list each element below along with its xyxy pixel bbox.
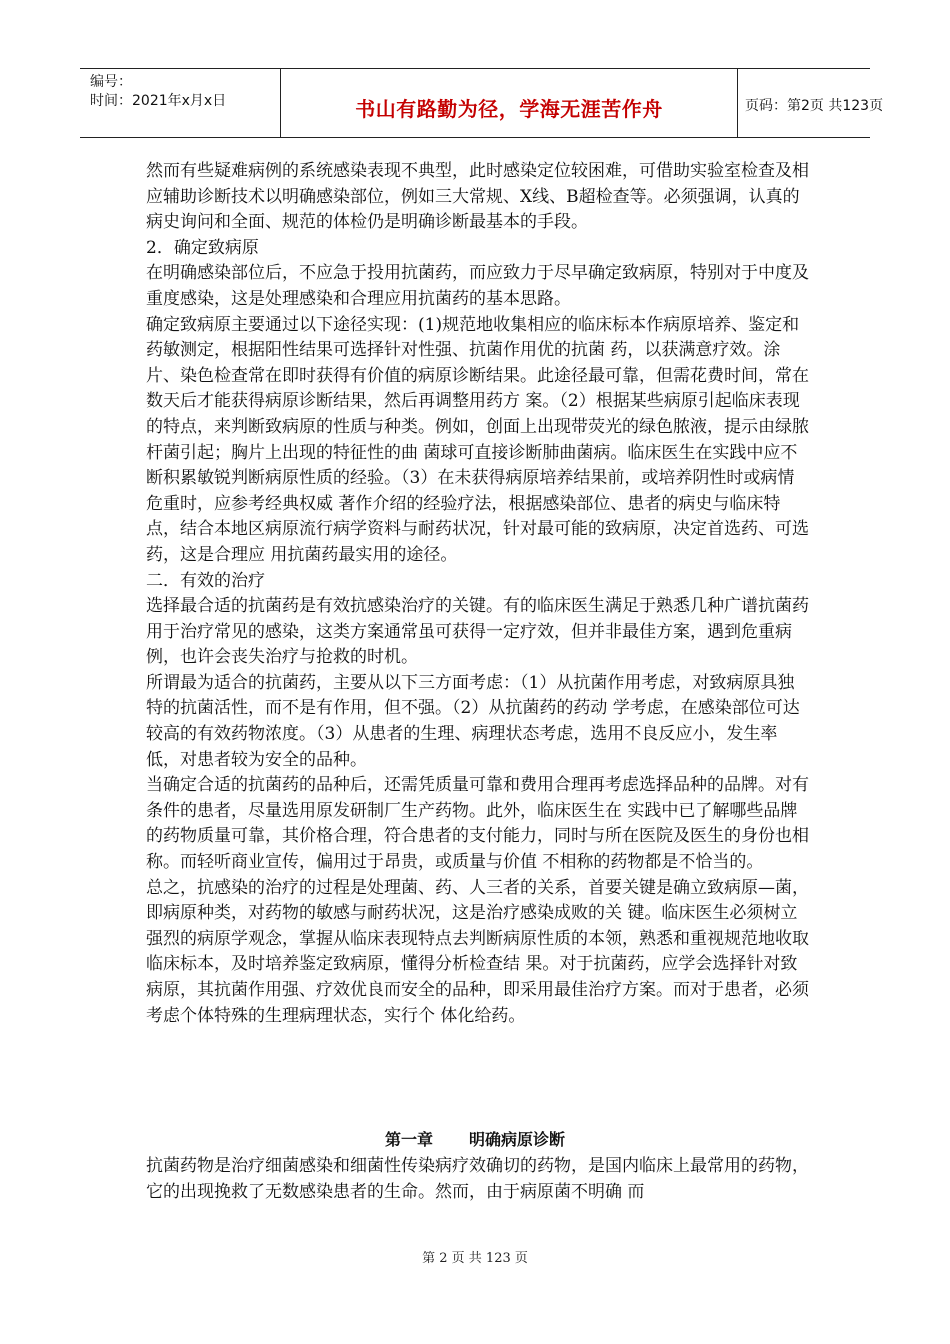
paragraph: 抗菌药物是治疗细菌感染和细菌性传染病疗效确切的药物，是国内临床上最常用的药物，它的出现挽救了无数感染患者的生命。然而，由于病原菌不明确 而 (146, 1156, 809, 1202)
header-motto-cell (280, 69, 738, 137)
section-heading: 二．有效的治疗 (146, 570, 265, 591)
paragraph: 总之，抗感染的治疗的过程是处理菌、药、人三者的关系，首要关键是确立致病原—菌，即病原种类，对药物的敏感与耐药状况，这是治疗感染成败的关 键。临床医生必须树立强烈的病原学观念，掌握从临床表现特点去判断病原性质的本领，熟悉和重视规范地收取临床标本，及时培养鉴定致病原，懂得分析检查结 果。对于抗菌药，应学会选择针对致病原，其抗菌作用强、疗效优良而安全的品种，即采用最佳治疗方案。而对于患者，必须考虑个体特殊的生理病理状态，实行个 体化给药。 (146, 877, 809, 1026)
header-meta-cell (80, 69, 280, 137)
chapter-body-text (146, 1154, 811, 1205)
chapter-number: 第一章 (384, 1130, 433, 1149)
paragraph: 当确定合适的抗菌药的品种后，还需凭质量可靠和费用合理再考虑选择品种的品牌。对有条件的患者，尽量选用原发研制厂生产药物。此外，临床医生在 实践中已了解哪些品牌的药物质量可靠，其价格合理，符合患者的支付能力，同时与所在医院及医生的身份也相称。而轻听商业宣传，偏用过于昂贵，或质量与价值 不相称的药物都是不恰当的。 (146, 775, 809, 873)
page-header (80, 68, 884, 138)
document-date-label: 时间：2021年x月x日 (90, 93, 227, 109)
document-number-label: 编号： (90, 74, 132, 90)
paragraph: 所谓最为适合的抗菌药，主要从以下三方面考虑：（1）从抗菌作用考虑，对致病原具独特的抗菌活性，而不是有作用，但不强。（2）从抗菌药的药动 学考虑，在感染部位可达较高的有效药物浓度。（3）从患者的生理、病理状态考虑，选用不良反应小，发生率低，对患者较为安全的品种。 (146, 672, 800, 770)
section-heading: 2．确定致病原 (146, 237, 259, 258)
chapter-title: 明确病原诊断 (469, 1130, 566, 1149)
paragraph: 在明确感染部位后，不应急于投用抗菌药，而应致力于尽早确定致病原，特别对于中度及重度感染，这是处理感染和合理应用抗菌药的基本思路。 (146, 263, 809, 309)
page-footer: 第 2 页 共 123 页 (422, 1251, 528, 1266)
header-page-info: 页码：第2页 共123页 (745, 98, 884, 114)
paragraph: 然而有些疑难病例的系统感染表现不典型，此时感染定位较困难，可借助实验室检查及相应辅助诊断技术以明确感染部位，例如三大常规、X线、B超检查等。必须强调，认真的病史询问和全面、规范的体检仍是明确诊断最基本的手段。 (146, 161, 809, 233)
body-text (146, 159, 811, 1029)
chapter-heading (0, 1127, 950, 1150)
header-motto: 书山有路勤为径，学海无涯苦作舟 (355, 97, 663, 121)
paragraph: 选择最合适的抗菌药是有效抗感染治疗的关键。有的临床医生满足于熟悉几种广谱抗菌药用于治疗常见的感染，这类方案通常虽可获得一定疗效，但并非最佳方案，遇到危重病例，也许会丧失治疗与抢救的时机。 (146, 596, 809, 668)
paragraph: 确定致病原主要通过以下途径实现：(1)规范地收集相应的临床标本作病原培养、鉴定和药敏测定，根据阳性结果可选择针对性强、抗菌作用优的抗菌 药，以获满意疗效。涂片、染色检查常在即时获得有价值的病原诊断结果。此途径最可靠，但需花费时间，常在数天后才能获得病原诊断结果，然后再调整用药方 案。（2）根据某些病原引起临床表现的特点，来判断致病原的性质与种类。例如，创面上出现带荧光的绿色脓液，提示由绿脓杆菌引起；胸片上出现的特征性的曲 菌球可直接诊断肺曲菌病。临床医生在实践中应不断积累敏锐判断病原性质的经验。（3）在未获得病原培养结果前，或培养阴性时或病情危重时，应参考经典权威 著作介绍的经验疗法，根据感染部位、患者的病史与临床特点，结合本地区病原流行病学资料与耐药状况，针对最可能的致病原，决定首选药、可选药，这是合理应 用抗菌药最实用的途径。 (146, 314, 809, 565)
header-page-cell (737, 69, 884, 137)
